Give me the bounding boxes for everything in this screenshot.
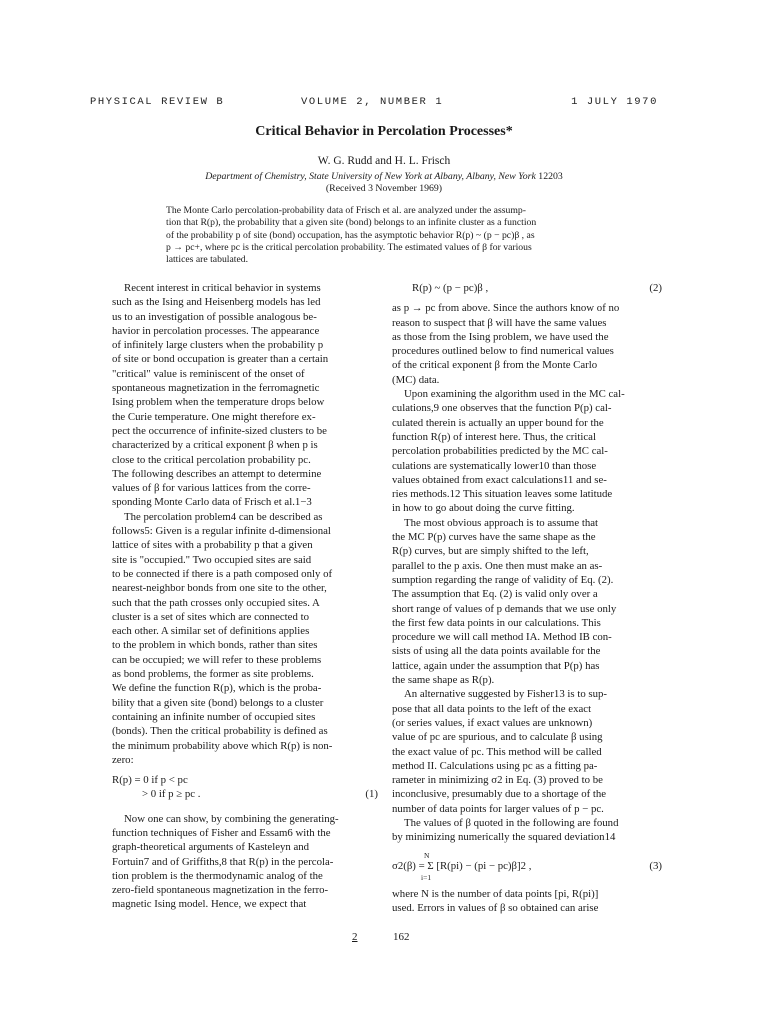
body-line: R(p) curves, but are simply shifted to the left,	[392, 545, 589, 558]
body-line: follows5: Given is a regular infinite d-dimensional	[112, 525, 331, 538]
equation-1-line-1: R(p) = 0 if p < pc	[112, 774, 188, 787]
body-line: pect the occurrence of infinite-sized clusters to be	[112, 424, 327, 437]
body-line: sponding Monte Carlo data of Frisch et al.1−3	[112, 496, 312, 509]
body-line: culations are systematically lower10 than those	[392, 459, 597, 472]
body-line: to be connected if there is a path composed only of	[112, 567, 333, 580]
sum-lower-limit: i=1	[421, 872, 432, 882]
equation-1-line-2: > 0 if p ≥ pc .	[142, 788, 201, 801]
body-line: spontaneous magnetization in the ferromagnetic	[112, 382, 320, 395]
affiliation-zip: 12203	[538, 171, 563, 182]
body-line: The percolation problem4 can be described as	[124, 510, 323, 523]
body-line: Now one can show, by combining the generating-	[124, 812, 339, 825]
body-line: The values of β quoted in the following are found	[404, 816, 619, 829]
body-line: zero:	[112, 753, 134, 766]
body-line: such that the path crosses only occupied sites. A	[112, 596, 320, 609]
body-line: sumption regarding the range of validity of Eq. (2).	[392, 573, 614, 586]
body-line: culations,9 one observes that the function P(p) cal-	[392, 402, 612, 415]
body-line: number of data points for larger values of p − pc.	[392, 802, 604, 815]
equation-2-text: R(p) ~ (p − pc)β ,	[412, 282, 489, 294]
body-line: us to an investigation of possible analogous be-	[112, 310, 317, 323]
body-line: short range of values of p demands that we use only	[392, 602, 617, 615]
body-line: zero-field spontaneous magnetization in the ferro-	[112, 884, 329, 897]
body-line: the same shape as R(p).	[392, 674, 495, 687]
article-authors: W. G. Rudd and H. L. Frisch	[317, 155, 451, 167]
body-line: graph-theoretical arguments of Kasteleyn and	[112, 841, 310, 854]
affiliation-text: Department of Chemistry, State University of New York at Albany, Albany, New York	[205, 171, 536, 182]
body-line: of infinitely large clusters when the probability p	[112, 339, 324, 352]
body-line: ries methods.12 This situation leaves some latitude	[392, 488, 613, 501]
body-line: Fortuin7 and of Griffiths,8 that R(p) in the percola-	[112, 855, 334, 868]
body-line: values of β for various lattices from the corre-	[112, 482, 311, 495]
body-line: nearest-neighbor bonds from one site to the other,	[112, 582, 327, 595]
author-affiliation	[0, 171, 768, 182]
body-line: lattice of sites with a probability p that a given	[112, 539, 313, 552]
equation-3	[392, 850, 662, 882]
abstract-line: lattices are tabulated.	[166, 254, 249, 266]
body-line: the Curie temperature. One might therefore ex-	[112, 410, 316, 423]
body-line: "critical" value is reminiscent of the onset of	[112, 367, 305, 380]
page-footer	[0, 931, 768, 947]
body-line: (bonds). Then the critical probability is defined as	[112, 725, 328, 738]
body-line: can be occupied; we will refer to these problems	[112, 653, 322, 666]
equation-1-row-2	[112, 787, 378, 801]
body-line: characterized by a critical exponent β when p is	[112, 439, 318, 452]
abstract-line: The Monte Carlo percolation-probability data of Frisch et al. are analyzed under the assump-	[166, 205, 526, 216]
body-line: the exact value of pc. This method will be called	[392, 745, 602, 758]
abstract-line: tion that R(p), the probability that a given site (bond) belongs to an infinite cluster as a function	[166, 217, 537, 229]
body-line: parallel to the p axis. One then must make an as-	[392, 559, 603, 572]
issue-date: 1 JULY 1970	[571, 96, 658, 108]
body-line: containing an infinite number of occupied sites	[112, 710, 316, 723]
body-line: havior in percolation processes. The appearance	[112, 324, 320, 337]
body-line: inconclusive, presumably due to a shortage of the	[392, 788, 607, 801]
body-line: The following describes an attempt to determine	[112, 467, 322, 480]
body-line: the first few data points in our calculations. This	[392, 616, 601, 629]
body-line: where N is the number of data points [pi, R(pi)]	[392, 887, 599, 900]
body-line: value of pc are spurious, and to calculate β using	[392, 731, 603, 744]
body-line: Upon examining the algorithm used in the MC cal-	[404, 388, 625, 401]
article-title: Critical Behavior in Percolation Processes*	[255, 124, 513, 139]
body-line: function R(p) of interest here. Thus, the critical	[392, 430, 596, 443]
body-line: pose that all data points to the left of the exact	[392, 702, 592, 715]
body-line: tion problem is the thermodynamic analog of the	[112, 869, 323, 882]
journal-name: PHYSICAL REVIEW B	[90, 96, 225, 108]
equation-2-number: (2)	[649, 282, 662, 294]
body-line: percolation probabilities predicted by the MC cal-	[392, 445, 608, 458]
body-line: The most obvious approach is to assume that	[404, 516, 599, 529]
received-date: (Received 3 November 1969)	[325, 183, 443, 194]
abstract-line: of the probability p of site (bond) occupation, has the asymptotic behavior R(p) ~ (p − pc)β , as	[166, 229, 535, 241]
body-line: the minimum probability above which R(p) is non-	[112, 739, 333, 752]
body-line: We define the function R(p), which is the proba-	[112, 682, 322, 695]
running-head	[90, 96, 658, 110]
abstract-line: p → pc+, where pc is the critical percolation probability. The estimated values of β for various	[166, 241, 532, 253]
body-line: used. Errors in values of β so obtained can arise	[392, 901, 599, 914]
body-line: Recent interest in critical behavior in systems	[124, 282, 321, 294]
body-line: reason to suspect that β will have the same values	[392, 316, 607, 329]
body-line: values obtained from exact calculations11 and se-	[392, 473, 607, 486]
sum-upper-limit: N	[424, 850, 430, 860]
body-line: Ising problem when the temperature drops below	[112, 396, 325, 409]
body-line: as bond problems, the former as site problems.	[112, 668, 314, 681]
abstract	[166, 205, 606, 266]
body-line: procedure we will call method IA. Method IB con-	[392, 631, 612, 644]
volume-number: VOLUME 2, NUMBER 1	[301, 96, 444, 108]
body-line: procedures outlined below to find numerical values	[392, 345, 614, 358]
body-line: culated therein is actually an upper bound for the	[392, 416, 604, 429]
body-line: magnetic Ising model. Hence, we expect that	[112, 898, 307, 911]
body-line: of the critical exponent β from the Monte Carlo	[392, 359, 598, 372]
body-line: lattice, again under the assumption that P(p) has	[392, 659, 600, 672]
equation-1-number: (1)	[365, 788, 378, 801]
body-line: sists of using all the data points available for the	[392, 645, 601, 658]
body-line: of site or bond occupation is greater than a certain	[112, 353, 329, 366]
footer-volume: 2	[352, 931, 358, 943]
body-line: (or series values, if exact values are unknown)	[392, 716, 593, 729]
body-line: as those from the Ising problem, we have used the	[392, 330, 609, 343]
body-line: method II. Calculations using pc as a fitting pa-	[392, 759, 598, 772]
body-line: such as the Ising and Heisenberg models has led	[112, 296, 321, 309]
equation-1	[112, 773, 378, 787]
body-line: An alternative suggested by Fisher13 is to sup-	[404, 688, 608, 701]
body-line: bility that a given site (bond) belongs to a cluster	[112, 696, 324, 709]
body-line: in how to go about doing the curve fitting.	[392, 502, 575, 515]
page-number: 162	[393, 931, 410, 943]
body-line: function techniques of Fisher and Essam6 with the	[112, 826, 331, 839]
body-line: site is "occupied." Two occupied sites are said	[112, 553, 312, 566]
body-line: as p → pc from above. Since the authors know of no	[392, 302, 620, 315]
body-line: (MC) data.	[392, 373, 440, 386]
body-line: The assumption that Eq. (2) is valid only over a	[392, 588, 598, 601]
body-line: cluster is a set of sites which are connected to	[112, 610, 309, 623]
left-column	[112, 281, 378, 912]
body-line: to the problem in which bonds, rather than sites	[112, 639, 318, 652]
body-line: close to the critical percolation probability pc.	[112, 453, 311, 466]
right-column	[392, 281, 662, 915]
equation-3-text: σ2(β) = Σ [R(pi) − (pi − pc)β]2 ,	[392, 859, 532, 872]
body-line: by minimizing numerically the squared deviation14	[392, 831, 616, 844]
body-line: the MC P(p) curves have the same shape as the	[392, 531, 596, 544]
body-line: rameter in minimizing σ2 in Eq. (3) proved to be	[392, 774, 603, 787]
equation-2	[392, 281, 662, 295]
body-line: each other. A similar set of definitions applies	[112, 625, 310, 638]
equation-3-number: (3)	[649, 859, 662, 872]
